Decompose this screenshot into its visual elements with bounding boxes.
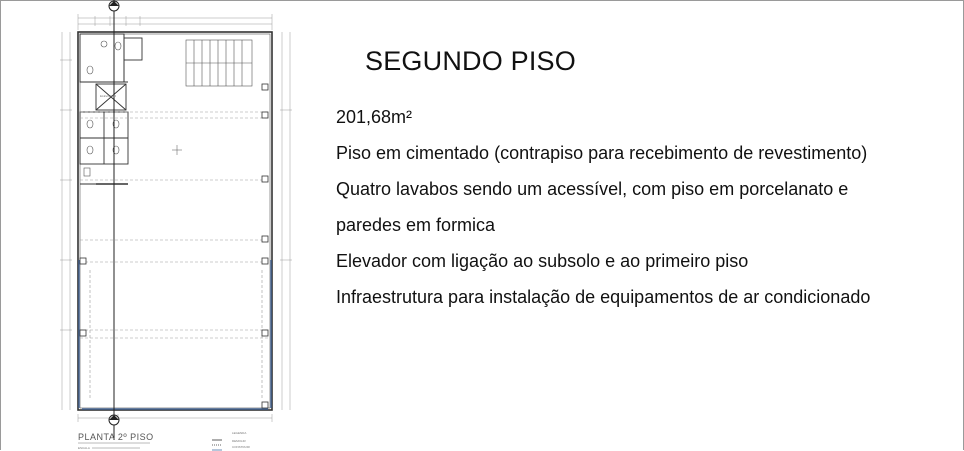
feature-elevator: Elevador com ligação ao subsolo e ao primeiro piso (336, 251, 749, 271)
feature-restrooms-continued: paredes em formica (336, 215, 496, 235)
floor-plan-title: PLANTA 2º PISO (78, 432, 154, 442)
floor-plan-scale-label: ESCALA (78, 446, 90, 450)
feature-air-conditioning: Infraestrutura para instalação de equipamentos de ar condicionado (336, 287, 871, 307)
features-list (336, 99, 870, 315)
elevator-label: ELEVADOR (100, 94, 117, 98)
feature-restrooms: Quatro lavabos sendo um acessível, com piso em porcelanato e (336, 179, 849, 199)
floor-plan-drawing (0, 0, 310, 451)
area-text: 201,68m² (336, 107, 413, 127)
feature-floor: Piso em cimentado (contrapiso para recebimento de revestimento) (336, 143, 868, 163)
legend-title: LEGENDA (232, 431, 247, 435)
legend-construct: CONSTRUIR (232, 445, 250, 449)
page-heading: SEGUNDO PISO (365, 46, 576, 76)
legend-demolish: DEMOLIR (232, 439, 246, 443)
floor-plan-legend (212, 431, 251, 450)
